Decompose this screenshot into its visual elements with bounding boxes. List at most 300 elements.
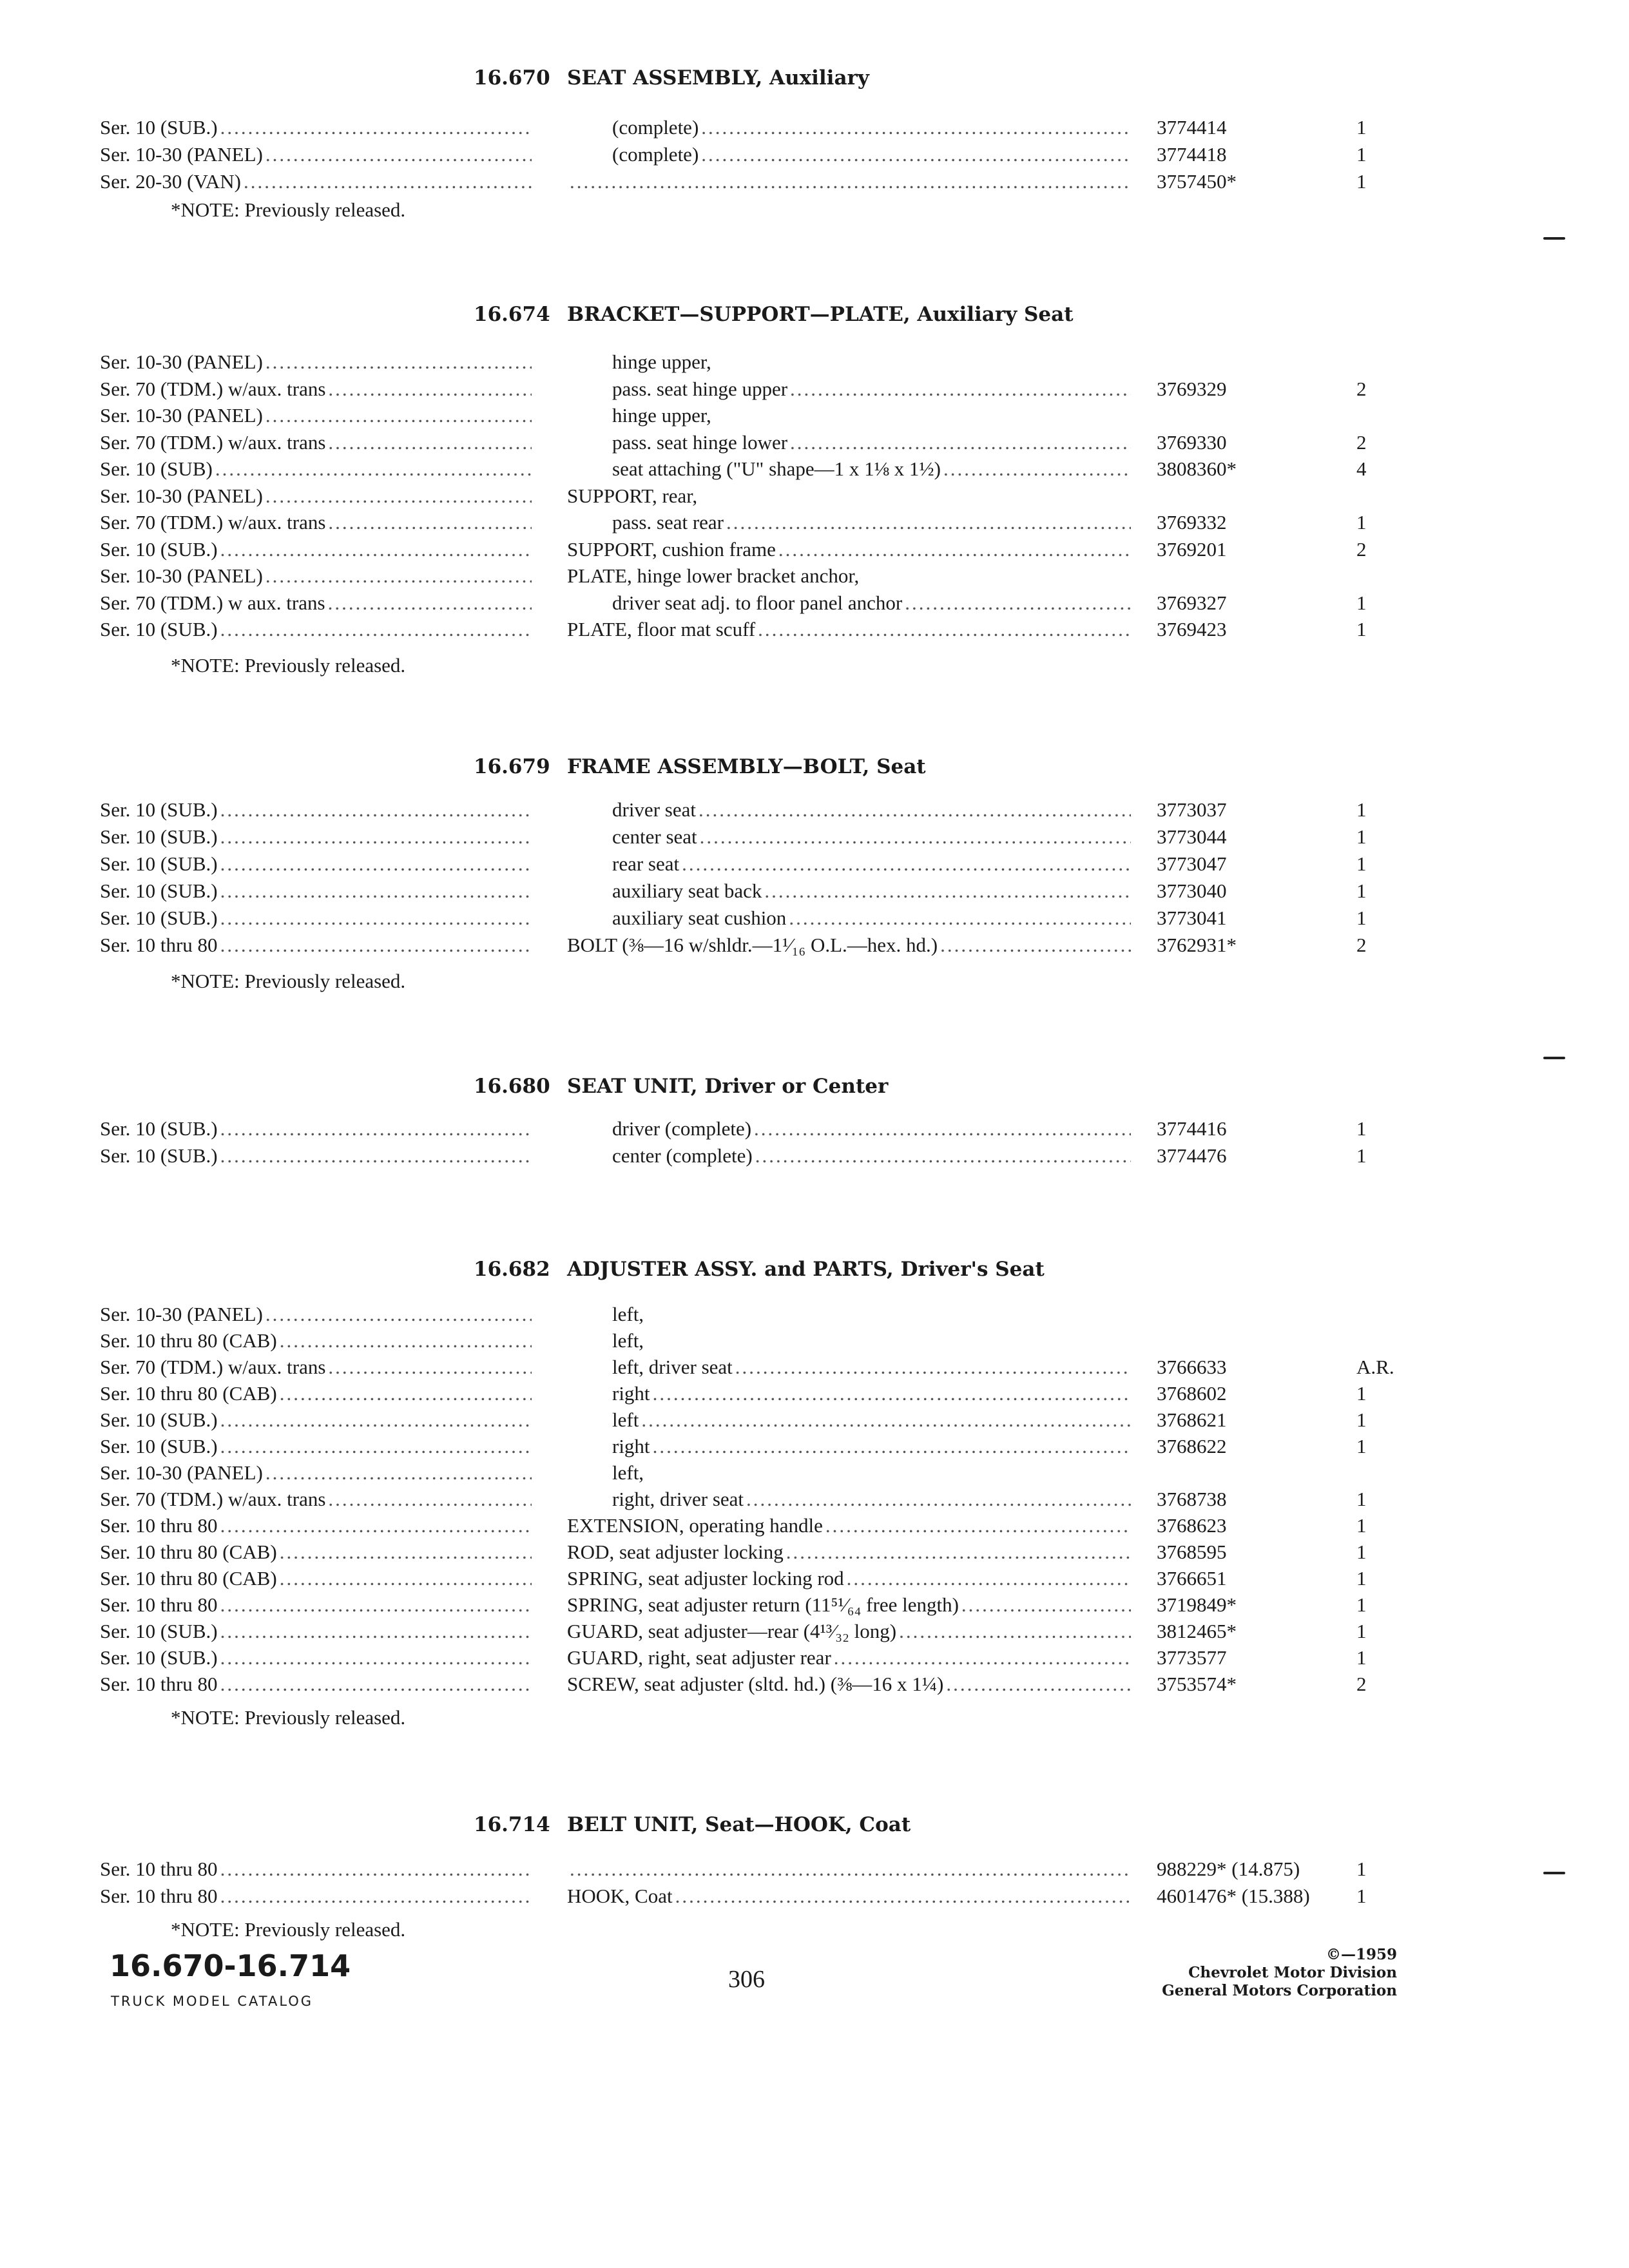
description-cell [612,907,1131,930]
series-text: Ser. 10 (SUB.) [100,907,218,929]
parts-row [0,457,1629,485]
parts-row [0,879,1629,907]
series-cell [100,1408,532,1432]
quantity: 1 [1356,1858,1367,1880]
page-number: 306 [728,1966,765,1993]
dot-leader [220,1885,532,1908]
dot-leader [825,1514,1131,1537]
series-cell [100,618,532,641]
description-cell [567,485,1131,508]
dot-leader [265,351,532,374]
part-number: 3768621 [1157,1408,1227,1431]
part-number: 3769329 [1157,377,1227,400]
description-cell [567,1673,1131,1696]
quantity: 1 [1356,879,1367,902]
series-cell [100,170,532,193]
section-number: 16.674 [474,303,550,326]
dot-leader [220,1514,532,1537]
dot-leader [328,1488,532,1511]
description-cell [612,1144,1131,1168]
description-text: PLATE, hinge lower bracket anchor, [567,564,860,587]
quantity: 1 [1356,907,1367,929]
series-cell [100,1461,532,1485]
quantity: 1 [1356,798,1367,821]
quantity: 1 [1356,1514,1367,1537]
part-number: 3773041 [1157,907,1227,929]
description-cell [567,1541,1131,1564]
parts-row [0,1593,1629,1620]
description-cell [612,852,1131,876]
description-text: pass. seat rear [612,511,724,533]
quantity: 1 [1356,1117,1367,1140]
series-text: Ser. 10 thru 80 [100,1858,218,1880]
description-text: left [612,1408,639,1431]
description-cell [567,1885,1131,1908]
series-cell [100,378,532,401]
series-cell [100,852,532,876]
description-text: right [612,1382,650,1405]
section-note: *NOTE: Previously released. [171,1706,406,1729]
series-cell [100,1329,532,1352]
part-number: 3757450* [1157,170,1237,193]
quantity: 1 [1356,1144,1367,1167]
description-cell [612,404,1131,427]
quantity: 2 [1356,377,1367,400]
quantity: 1 [1356,511,1367,533]
dot-leader [847,1567,1131,1590]
part-number: 3774476 [1157,1144,1227,1167]
series-text: Ser. 20-30 (VAN) [100,170,241,193]
part-number: 3769201 [1157,537,1227,561]
publisher-block [1162,1946,1397,2000]
part-number: 3719849* [1157,1593,1237,1616]
series-text: Ser. 10 (SUB.) [100,1646,218,1669]
parts-row [0,351,1629,378]
dot-leader [940,934,1131,957]
series-text: Ser. 70 (TDM.) w aux. trans [100,591,325,614]
dot-leader [701,116,1131,139]
quantity: 1 [1356,1435,1367,1457]
catalog-subtitle: TRUCK MODEL CATALOG [111,1994,314,2009]
dot-leader [701,143,1131,166]
quantity: 1 [1356,618,1367,640]
dot-leader [786,1541,1131,1564]
part-number: 3773047 [1157,852,1227,875]
description-text: hinge upper, [612,404,711,427]
description-cell [612,1488,1131,1511]
quantity: 1 [1356,1593,1367,1616]
parts-row [0,934,1629,961]
series-text: Ser. 10 (SUB.) [100,1144,218,1167]
description-cell [612,351,1131,374]
part-number: 3769330 [1157,430,1227,454]
dot-leader [328,511,532,534]
dot-leader [265,404,532,427]
description-text: seat attaching ("U" shape—1 x 1⅛ x 1½) [612,457,941,480]
dot-leader [220,1435,532,1458]
dot-leader [265,485,532,508]
description-cell [612,798,1131,822]
quantity: 1 [1356,116,1367,139]
dot-leader [220,907,532,930]
dot-leader [280,1329,532,1352]
quantity: A.R. [1356,1356,1394,1378]
dot-leader [735,1356,1131,1379]
part-number: 3773037 [1157,798,1227,821]
parts-row [0,1514,1629,1541]
description-text: SUPPORT, cushion frame [567,537,776,561]
dot-leader [758,618,1131,641]
description-text: SCREW, seat adjuster (sltd. hd.) (⅜—16 x 1¼) [567,1673,944,1695]
quantity: 1 [1356,1408,1367,1431]
series-text: Ser. 10 thru 80 (CAB) [100,1329,277,1352]
section-number: 16.679 [474,755,550,778]
dot-leader [789,907,1131,930]
dot-leader [220,879,532,903]
description-text: auxiliary seat cushion [612,907,787,929]
dot-leader [280,1382,532,1405]
quantity: 4 [1356,457,1367,480]
description-cell [612,1435,1131,1458]
dot-leader [899,1620,1131,1643]
description-text: GUARD, seat adjuster—rear (4¹³⁄₃₂ long) [567,1620,897,1642]
section-title: SEAT ASSEMBLY, Auxiliary [567,66,869,90]
description-cell [612,591,1131,615]
description-cell [612,431,1131,454]
description-cell [612,378,1131,401]
part-number: 3768623 [1157,1514,1227,1537]
parts-row [0,1329,1629,1356]
part-number: 3769423 [1157,618,1227,640]
series-text: Ser. 10 (SUB.) [100,879,218,902]
description-text: left, [612,1303,644,1325]
series-text: Ser. 70 (TDM.) w/aux. trans [100,1356,326,1378]
series-cell [100,404,532,427]
parts-row [0,1541,1629,1568]
dot-leader [328,431,532,454]
series-cell [100,934,532,957]
dot-leader [755,1144,1131,1168]
series-text: Ser. 10-30 (PANEL) [100,484,263,507]
series-cell [100,1382,532,1405]
series-cell [100,1303,532,1326]
dot-leader [220,538,532,561]
description-cell [612,1303,1131,1326]
dot-leader [265,1461,532,1485]
series-text: Ser. 70 (TDM.) w/aux. trans [100,430,326,454]
description-cell [612,1461,1131,1485]
series-text: Ser. 10 thru 80 [100,934,218,956]
part-number: 3768602 [1157,1382,1227,1405]
series-cell [100,1117,532,1140]
description-text: SUPPORT, rear, [567,484,698,507]
description-text: left, [612,1461,644,1484]
parts-row [0,1382,1629,1409]
dot-leader [943,457,1131,481]
description-text: left, [612,1329,644,1352]
section-note: *NOTE: Previously released. [171,654,406,677]
corporation: General Motors Corporation [1162,1982,1397,1999]
description-text: driver (complete) [612,1117,752,1140]
quantity: 1 [1356,1488,1367,1510]
parts-row [0,404,1629,431]
quantity: 1 [1356,591,1367,614]
series-cell [100,1673,532,1696]
series-cell [100,538,532,561]
description-text: driver seat adj. to floor panel anchor [612,591,903,614]
series-cell [100,1541,532,1564]
description-cell [567,1514,1131,1537]
series-text: Ser. 10 (SUB.) [100,116,218,139]
dot-leader [220,618,532,641]
series-text: Ser. 10 (SUB.) [100,1117,218,1140]
parts-row [0,378,1629,405]
dot-leader [220,1593,532,1617]
dot-leader [961,1593,1131,1617]
description-cell [612,1382,1131,1405]
description-text: center (complete) [612,1144,753,1167]
dot-leader [653,1382,1131,1405]
margin-mark [1543,1057,1565,1059]
series-text: Ser. 10-30 (PANEL) [100,1303,263,1325]
series-cell [100,564,532,588]
series-cell [100,1567,532,1590]
series-text: Ser. 10 thru 80 [100,1673,218,1695]
description-cell [567,170,1131,193]
series-cell [100,1858,532,1881]
parts-row [0,431,1629,458]
description-cell [612,1117,1131,1140]
quantity: 2 [1356,934,1367,956]
section-number: 16.670 [474,66,550,90]
description-text: pass. seat hinge upper [612,377,788,400]
dot-leader [220,1408,532,1432]
dot-leader [220,1646,532,1669]
part-number: 4601476* (15.388) [1157,1885,1310,1907]
description-cell [612,1408,1131,1432]
series-cell [100,1488,532,1511]
series-cell [100,825,532,849]
description-text: driver seat [612,798,696,821]
description-text: GUARD, right, seat adjuster rear [567,1646,831,1669]
description-text: (complete) [612,143,699,166]
dot-leader [215,457,532,481]
description-cell [612,879,1131,903]
parts-row [0,1858,1629,1885]
series-cell [100,1435,532,1458]
description-cell [567,1858,1131,1881]
dot-leader [220,1144,532,1168]
description-text: EXTENSION, operating handle [567,1514,823,1537]
description-cell [612,825,1131,849]
dot-leader [220,1620,532,1643]
dot-leader [778,538,1131,561]
parts-row [0,143,1629,170]
section-note: *NOTE: Previously released. [171,198,406,221]
catalog-range: 16.670-16.714 [110,1948,351,1983]
description-text: BOLT (⅜—16 w/shldr.—1¹⁄₁₆ O.L.—hex. hd.) [567,934,938,956]
series-text: Ser. 70 (TDM.) w/aux. trans [100,511,326,533]
dot-leader [790,378,1131,401]
dot-leader [570,170,1131,193]
quantity: 1 [1356,1620,1367,1642]
section-heading [0,755,1629,783]
margin-mark [1543,237,1565,240]
dot-leader [265,143,532,166]
parts-row [0,1117,1629,1144]
dot-leader [328,591,532,615]
dot-leader [220,1673,532,1696]
parts-row [0,591,1629,619]
parts-row [0,1673,1629,1700]
series-cell [100,485,532,508]
part-number: 988229* (14.875) [1157,1858,1300,1880]
parts-row [0,1356,1629,1383]
series-cell [100,431,532,454]
dot-leader [834,1646,1131,1669]
parts-row [0,1461,1629,1488]
series-text: Ser. 10 (SUB.) [100,852,218,875]
series-cell [100,143,532,166]
parts-row [0,511,1629,538]
description-cell [567,1593,1131,1617]
dot-leader [726,511,1131,534]
part-number: 3774414 [1157,116,1227,139]
parts-row [0,852,1629,879]
section-title: BELT UNIT, Seat—HOOK, Coat [567,1813,911,1836]
dot-leader [675,1885,1131,1908]
series-text: Ser. 10-30 (PANEL) [100,143,263,166]
series-text: Ser. 70 (TDM.) w/aux. trans [100,377,326,400]
series-cell [100,457,532,481]
quantity: 1 [1356,143,1367,166]
quantity: 1 [1356,1885,1367,1907]
description-text: (complete) [612,116,699,139]
series-text: Ser. 10-30 (PANEL) [100,351,263,373]
dot-leader [244,170,532,193]
section-heading [0,1258,1629,1286]
series-cell [100,1620,532,1643]
section-heading [0,303,1629,331]
description-text: pass. seat hinge lower [612,430,788,454]
series-text: Ser. 70 (TDM.) w/aux. trans [100,1488,326,1510]
dot-leader [220,852,532,876]
part-number: 3808360* [1157,457,1237,480]
description-cell [567,564,1131,588]
section-heading [0,1075,1629,1103]
series-text: Ser. 10 (SUB.) [100,537,218,561]
dot-leader [570,1858,1131,1881]
section-number: 16.682 [474,1258,550,1281]
section-title: FRAME ASSEMBLY—BOLT, Seat [567,755,926,778]
series-cell [100,351,532,374]
dot-leader [905,591,1131,615]
description-cell [567,618,1131,641]
parts-row [0,1620,1629,1647]
part-number: 3766633 [1157,1356,1227,1378]
series-text: Ser. 10 (SUB.) [100,798,218,821]
series-cell [100,1144,532,1168]
series-text: Ser. 10 thru 80 [100,1514,218,1537]
section-number: 16.714 [474,1813,550,1836]
series-cell [100,1356,532,1379]
description-cell [567,1567,1131,1590]
quantity: 1 [1356,1541,1367,1563]
dot-leader [682,852,1131,876]
series-cell [100,907,532,930]
parts-row [0,538,1629,565]
part-number: 3762931* [1157,934,1237,956]
series-cell [100,1514,532,1537]
dot-leader [265,564,532,588]
parts-row [0,1646,1629,1673]
section-title: BRACKET—SUPPORT—PLATE, Auxiliary Seat [567,303,1074,326]
quantity: 2 [1356,1673,1367,1695]
section-note: *NOTE: Previously released. [171,970,406,992]
series-text: Ser. 10 (SUB) [100,457,213,480]
series-text: Ser. 10 (SUB.) [100,1620,218,1642]
series-text: Ser. 10 thru 80 (CAB) [100,1541,277,1563]
parts-row [0,1408,1629,1436]
part-number: 3766651 [1157,1567,1227,1590]
part-number: 3768622 [1157,1435,1227,1457]
description-cell [612,1356,1131,1379]
quantity: 1 [1356,170,1367,193]
series-text: Ser. 10 thru 80 (CAB) [100,1382,277,1405]
parts-row [0,1144,1629,1171]
description-cell [567,538,1131,561]
series-text: Ser. 10-30 (PANEL) [100,1461,263,1484]
parts-row [0,1567,1629,1594]
description-cell [567,1620,1131,1643]
section-heading [0,66,1629,95]
dot-leader [280,1567,532,1590]
parts-row [0,1435,1629,1462]
series-text: Ser. 10 (SUB.) [100,618,218,640]
dot-leader [653,1435,1131,1458]
description-cell [612,1329,1131,1352]
parts-row [0,485,1629,512]
description-text: right, driver seat [612,1488,744,1510]
quantity: 2 [1356,537,1367,561]
parts-row [0,1488,1629,1515]
dot-leader [220,1858,532,1881]
parts-row [0,170,1629,197]
quantity: 2 [1356,430,1367,454]
description-text: right [612,1435,650,1457]
section-title: ADJUSTER ASSY. and PARTS, Driver's Seat [567,1258,1045,1281]
dot-leader [790,431,1131,454]
margin-mark [1543,1872,1565,1874]
part-number: 3768595 [1157,1541,1227,1563]
part-number: 3773577 [1157,1646,1227,1669]
parts-row [0,825,1629,852]
part-number: 3773044 [1157,825,1227,848]
quantity: 1 [1356,1382,1367,1405]
parts-row [0,798,1629,825]
part-number: 3768738 [1157,1488,1227,1510]
description-cell [612,511,1131,534]
dot-leader [746,1488,1131,1511]
parts-row [0,618,1629,645]
description-text: ROD, seat adjuster locking [567,1541,784,1563]
series-cell [100,1646,532,1669]
dot-leader [220,934,532,957]
dot-leader [280,1541,532,1564]
part-number: 3753574* [1157,1673,1237,1695]
quantity: 1 [1356,825,1367,848]
parts-row [0,564,1629,591]
